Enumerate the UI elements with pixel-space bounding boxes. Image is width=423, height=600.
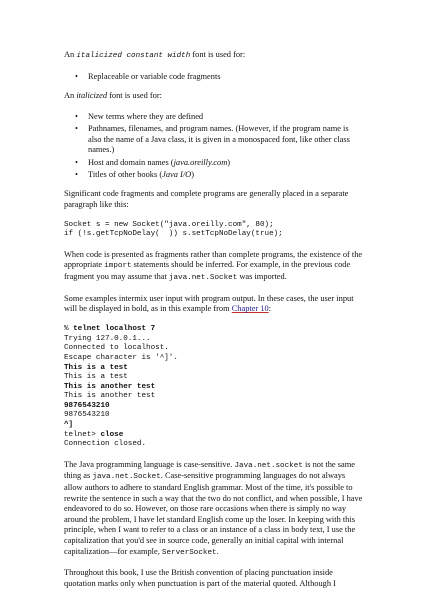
terminal-line-input: ^] bbox=[64, 421, 74, 430]
text-span: Titles of other books ( bbox=[88, 169, 163, 179]
terminal-line: This is a test bbox=[64, 373, 128, 382]
text-span: telnet> bbox=[64, 430, 101, 439]
text-span: ) bbox=[191, 169, 195, 179]
text-span: Some examples intermix user input with program output. In these cases, the user input will be displayed in bold, as in this example from bbox=[64, 293, 354, 314]
user-input: telnet localhost 7 bbox=[73, 325, 156, 334]
chapter-10-link[interactable]: Chapter 10 bbox=[231, 304, 269, 314]
terminal-session-block bbox=[64, 325, 364, 450]
terminal-line bbox=[64, 431, 364, 441]
code-line: if (!s.getTcpNoDelay( )) s.setTcpNoDelay(true); bbox=[64, 230, 283, 239]
code-block-socket bbox=[64, 221, 364, 240]
british-convention-paragraph: Throughout this book, I use the British convention of placing punctuation inside quotation marks only when punctuation is part of the material quoted. Although I bbox=[64, 568, 336, 588]
code-intro-paragraph: Significant code fragments and complete programs are generally placed in a separate paragraph like this: bbox=[64, 189, 349, 209]
text-span: statements should be inferred. For example, in the previous code fragment you may assume that bbox=[64, 260, 351, 281]
text-span: font is used for: bbox=[107, 91, 162, 101]
list-item bbox=[88, 158, 364, 169]
styled-term: italicized bbox=[76, 91, 108, 101]
case-sensitivity-paragraph bbox=[64, 460, 364, 558]
fragments-paragraph bbox=[64, 250, 364, 284]
text-span: . Case-sensitive programming languages do not always allow authors to adhere to standard English grammar. Most of the time, it's possible to rewrite the sentence in such a way that the two do not conflict, and when possible, I have endeavored to do so. However, on those rare occasions when there is simply no way around the problem, I have let standard English come up the loser. In keeping with this principle, when I want to refer to a class or an instance of a class in body text, I use the capitalization that you'd see in source code, generally an initial capital with internal capitalization—for example, bbox=[64, 471, 363, 556]
bullet-list-1 bbox=[64, 72, 364, 83]
inline-code: import bbox=[104, 262, 132, 271]
list-item bbox=[88, 170, 364, 181]
inline-code: java.net.Socket bbox=[168, 273, 238, 282]
terminal-line-input: This is a test bbox=[64, 363, 128, 372]
text-span: ) bbox=[227, 157, 231, 167]
list-item: • Pathnames, filenames, and program names. (However, if the program name is also the name of a Java class, it is given in a monospaced font, like other class names.) bbox=[88, 124, 364, 156]
text-span: was imported. bbox=[237, 271, 287, 281]
text-span: The Java programming language is case-sensitive. bbox=[64, 459, 235, 469]
text-span: An bbox=[64, 91, 77, 101]
text-span: : bbox=[268, 304, 272, 314]
terminal-line bbox=[64, 325, 364, 335]
terminal-line: This is another test bbox=[64, 392, 156, 401]
styled-term: java.oreilly.com bbox=[173, 157, 228, 167]
terminal-line: Connected to localhost. bbox=[64, 344, 169, 353]
text-span: . bbox=[216, 546, 219, 556]
terminal-line: Trying 127.0.0.1... bbox=[64, 334, 151, 343]
inline-code: ServerSocket bbox=[161, 548, 217, 557]
terminal-line: 9876543210 bbox=[64, 411, 110, 420]
page-content bbox=[64, 50, 364, 600]
terminal-line: Connection closed. bbox=[64, 440, 147, 449]
text-span: An bbox=[64, 50, 77, 59]
inline-code: java.net.Socket bbox=[92, 473, 161, 482]
text-span: When code is presented as fragments rather than complete programs, the existence of the appropriate bbox=[64, 249, 363, 270]
intro-paragraph-italic bbox=[64, 91, 364, 102]
list-item: • New terms where they are defined bbox=[88, 112, 364, 123]
terminal-line-input: 9876543210 bbox=[64, 401, 110, 410]
code-line: Socket s = new Socket("java.oreilly.com", 80); bbox=[64, 220, 274, 229]
intro-paragraph-italic-constant-width bbox=[64, 50, 364, 62]
user-input: close bbox=[100, 430, 124, 439]
inline-code: Java.net.socket bbox=[234, 461, 303, 470]
terminal-line-input: This is another test bbox=[64, 382, 156, 391]
styled-term: italicized constant width bbox=[76, 52, 191, 60]
text-span: % bbox=[64, 325, 74, 334]
text-span: font is used for: bbox=[190, 50, 246, 59]
bullet-list-2 bbox=[64, 112, 364, 180]
text-span: is not the same thing as bbox=[64, 459, 355, 481]
user-input-paragraph bbox=[64, 294, 364, 315]
terminal-line: Escape character is '^]'. bbox=[64, 353, 178, 362]
text-span: Host and domain names ( bbox=[88, 157, 174, 167]
list-item: • Replaceable or variable code fragments bbox=[88, 72, 364, 83]
styled-term: Java I/O bbox=[162, 169, 192, 179]
